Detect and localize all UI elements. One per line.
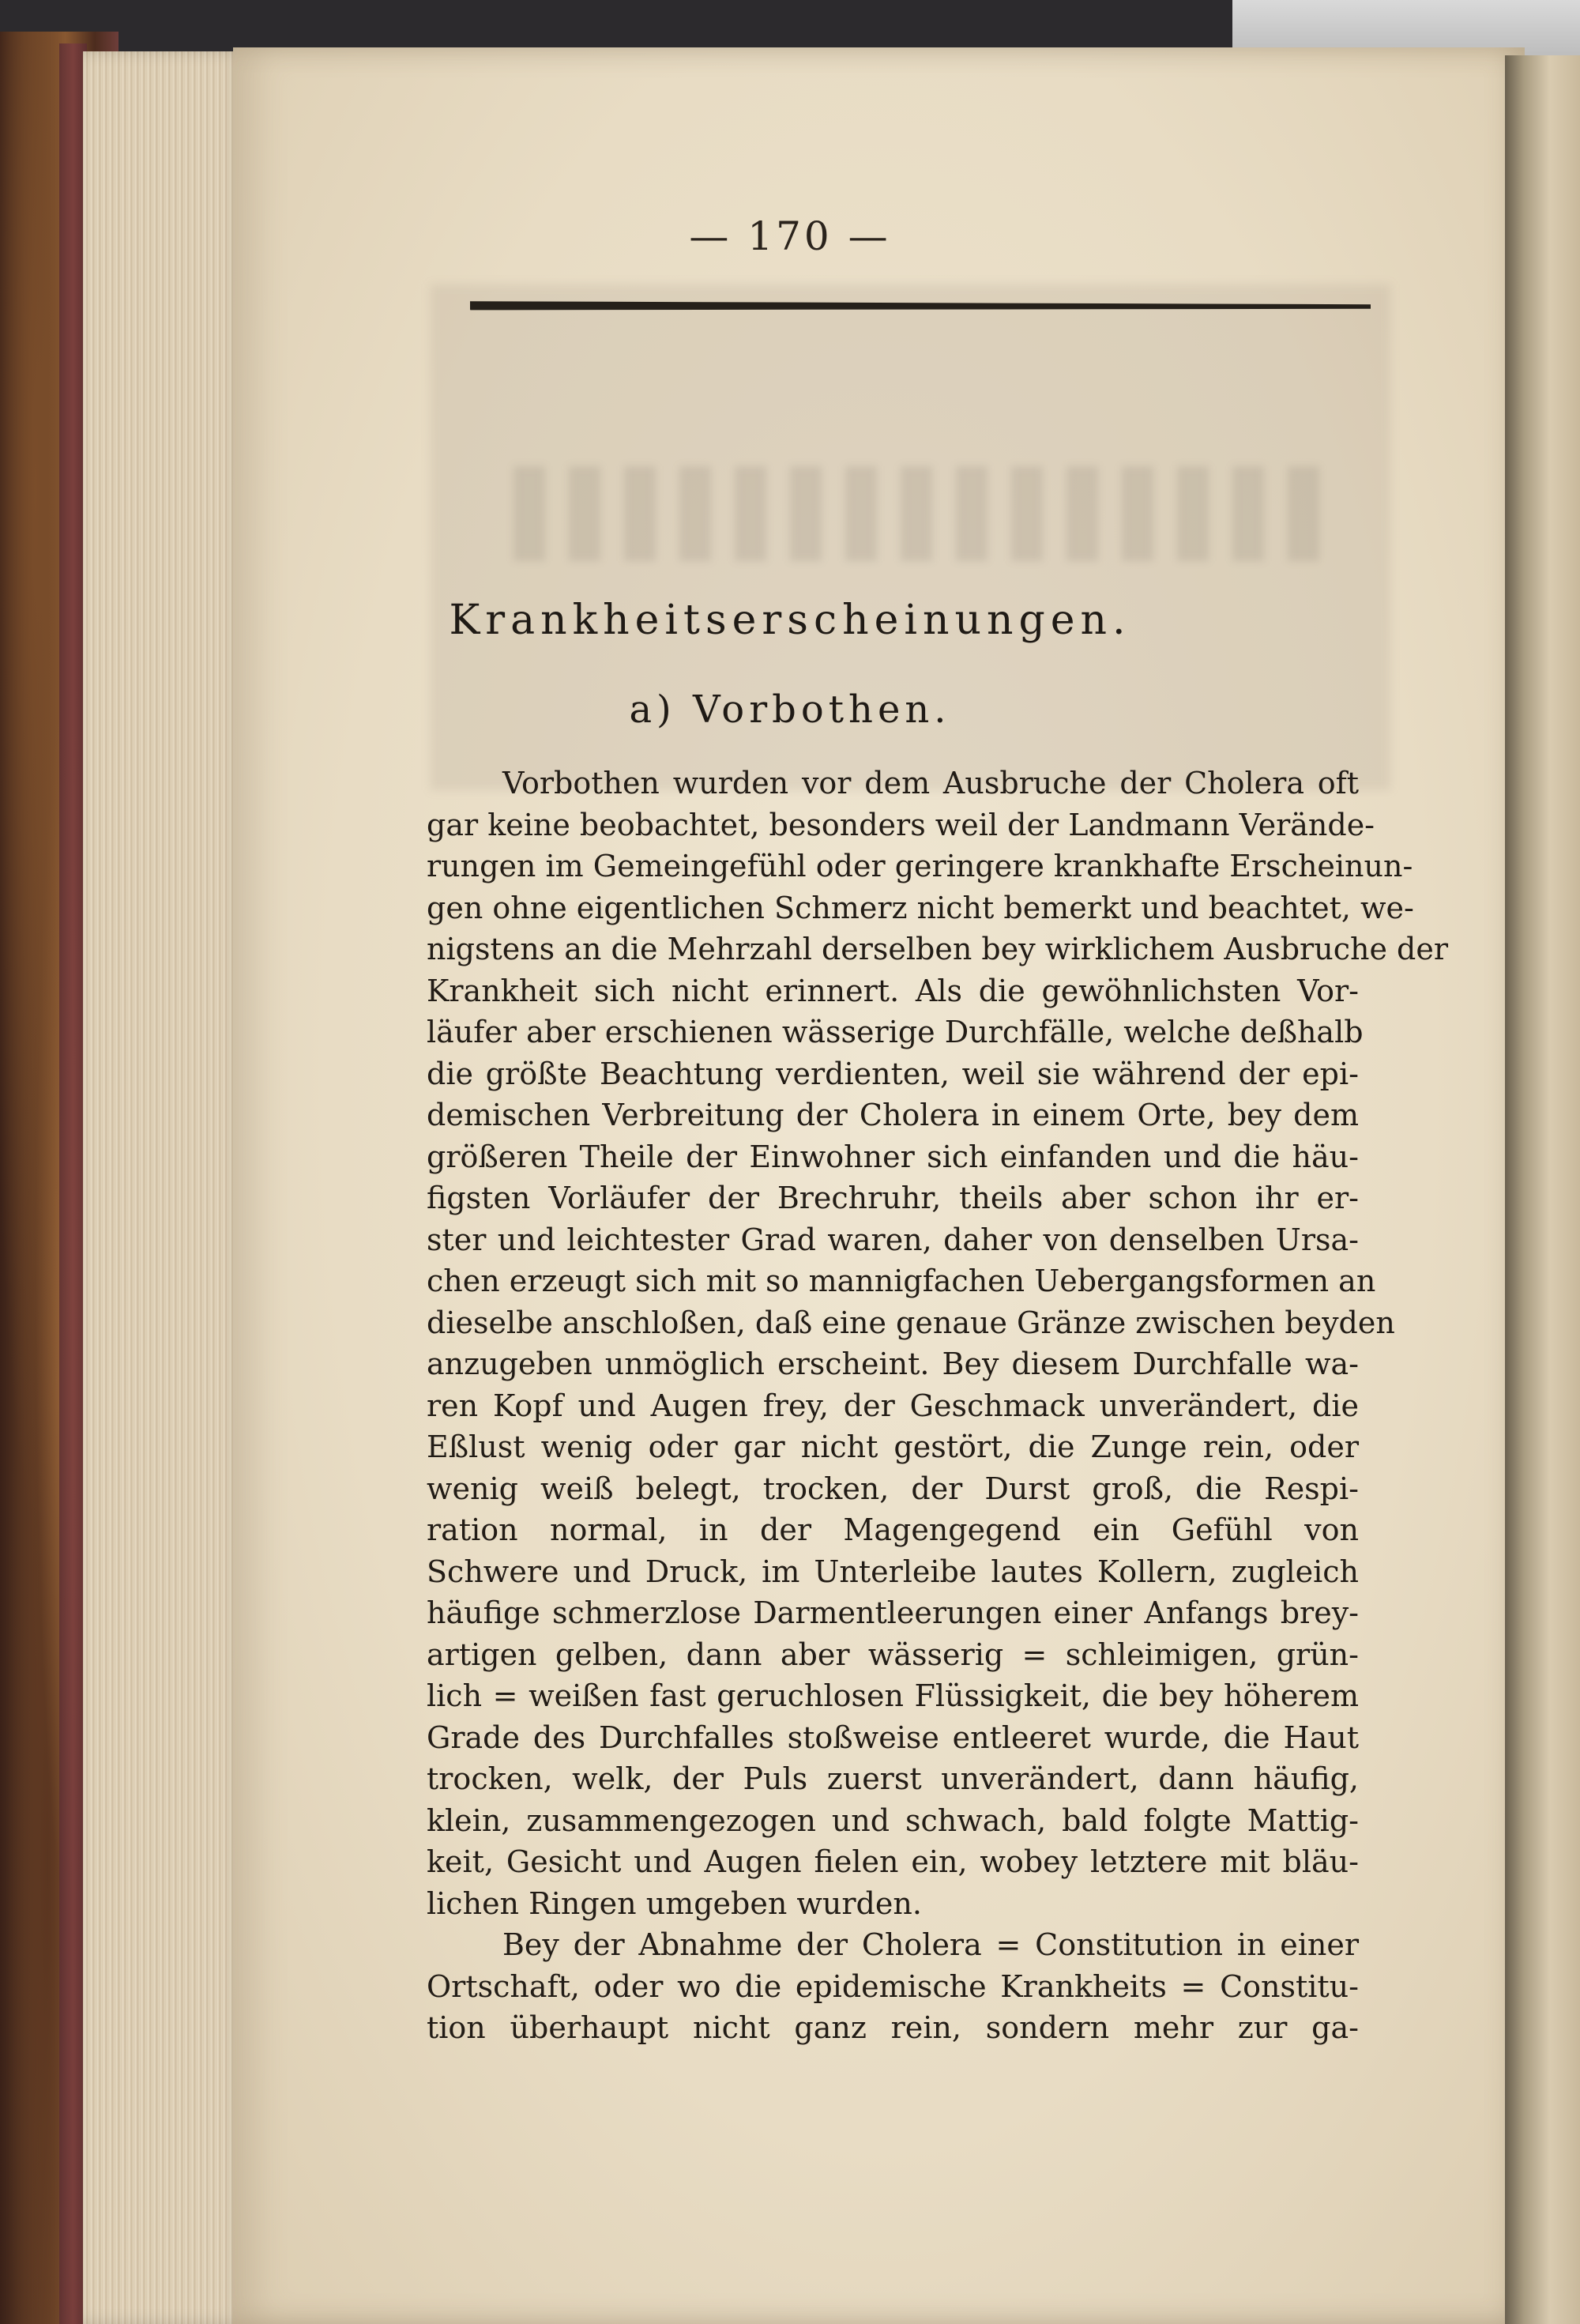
text-line: Schwere und Druck, im Unterleibe lautes Kollern, zugleich xyxy=(427,1554,1359,1589)
page-number: — 170 — xyxy=(689,213,891,259)
text-line: Krankheit sich nicht erinnert. Als die gewöhnlichsten Vor- xyxy=(427,973,1359,1008)
text-line: trocken, welk, der Puls zuerst unverändert, dann häufig, xyxy=(427,1761,1359,1796)
text-line: gen ohne eigentlichen Schmerz nicht bemerkt und beachtet, we- xyxy=(427,890,1414,925)
text-line: klein, zusammengezogen und schwach, bald folgte Mattig- xyxy=(427,1802,1359,1838)
text-line: Grade des Durchfalles stoßweise entleeret wurde, die Haut xyxy=(427,1719,1359,1755)
text-line: gar keine beobachtet, besonders weil der Landmann Verände- xyxy=(427,807,1375,842)
text-line: artigen gelben, dann aber wässerig = schleimigen, grün- xyxy=(427,1637,1359,1672)
text-line: figsten Vorläufer der Brechruhr, theils aber schon ihr er- xyxy=(427,1181,1359,1215)
text-line: ration normal, in der Magengegend ein Gefühl von xyxy=(427,1512,1359,1547)
text-line: lichen Ringen umgeben wurden. xyxy=(427,1885,922,1921)
section-heading: Krankheitserscheinungen. xyxy=(449,597,1131,644)
text-line: die größte Beachtung verdienten, weil sie während der epi- xyxy=(427,1056,1359,1091)
text-line: lich = weißen fast geruchlosen Flüssigkeit, die bey höherem xyxy=(427,1678,1359,1713)
text-line: Ortschaft, oder wo die epidemische Krankheits = Constitu- xyxy=(427,1968,1359,2004)
text-line: keit, Gesicht und Augen fielen ein, wobey letztere mit bläu- xyxy=(427,1844,1359,1879)
text-line: nigstens an die Mehrzahl derselben bey wirklichem Ausbruche der xyxy=(427,932,1449,966)
text-line: Bey der Abnahme der Cholera = Constitution in einer xyxy=(502,1927,1359,1962)
text-line: ren Kopf und Augen frey, der Geschmack unverändert, die xyxy=(427,1388,1359,1423)
text-line: dieselbe anschloßen, daß eine genaue Gränze zwischen beyden xyxy=(427,1305,1395,1340)
text-line: läufer aber erschienen wässerige Durchfälle, welche deßhalb xyxy=(427,1015,1364,1049)
text-line: häufige schmerzlose Darmentleerungen einer Anfangs brey- xyxy=(427,1595,1359,1630)
text-line: chen erzeugt sich mit so mannigfachen Uebergangsformen an xyxy=(427,1264,1376,1298)
text-line: wenig weiß belegt, trocken, der Durst groß, die Respi- xyxy=(427,1471,1359,1506)
page-gutter xyxy=(1505,55,1580,2324)
subsection-heading: a) Vorbothen. xyxy=(629,687,951,732)
text-line: demischen Verbreitung der Cholera in einem Orte, bey dem xyxy=(427,1098,1359,1132)
body-text xyxy=(427,763,1449,2049)
text-line: Eßlust wenig oder gar nicht gestört, die Zunge rein, oder xyxy=(427,1429,1359,1464)
text-line: Vorbothen wurden vor dem Ausbruche der Cholera oft xyxy=(502,766,1359,800)
text-line: anzugeben unmöglich erscheint. Bey diesem Durchfalle wa- xyxy=(427,1347,1359,1381)
page-stack xyxy=(83,51,245,2324)
text-line: tion überhaupt nicht ganz rein, sondern mehr zur ga- xyxy=(427,2010,1359,2045)
bleed-through-title xyxy=(514,466,1343,561)
text-line: ster und leichtester Grad waren, daher von denselben Ursa- xyxy=(427,1222,1359,1257)
text-line: größeren Theile der Einwohner sich einfanden und die häu- xyxy=(427,1139,1359,1174)
text-line: rungen im Gemeingefühl oder geringere krankhafte Erscheinun- xyxy=(427,849,1413,883)
